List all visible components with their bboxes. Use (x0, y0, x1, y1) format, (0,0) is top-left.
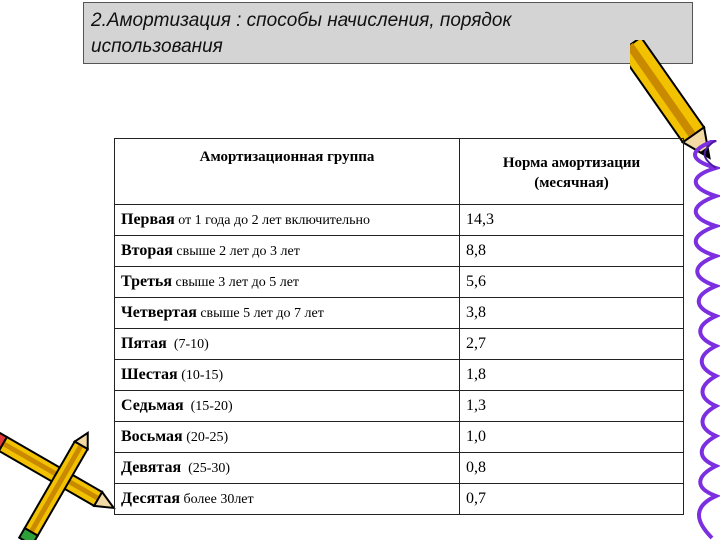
group-term: (15-20) (183, 399, 233, 414)
group-name: Третья (121, 273, 173, 290)
group-name: Девятая (121, 459, 182, 476)
group-name: Десятая (121, 490, 180, 507)
table-row (115, 453, 684, 484)
group-cell (115, 484, 460, 515)
group-term: свыше 5 лет до 7 лет (196, 306, 324, 321)
group-cell (115, 236, 460, 267)
group-term: (7-10) (166, 337, 209, 352)
table-row (115, 298, 684, 329)
group-term: более 30лет (179, 492, 254, 507)
group-name: Вторая (121, 242, 173, 259)
group-cell (115, 298, 460, 329)
rate-cell: 1,8 (460, 360, 684, 391)
table-header-row (115, 139, 684, 205)
table-row (115, 422, 684, 453)
group-term: (10-15) (177, 368, 224, 383)
rate-cell: 8,8 (460, 236, 684, 267)
rate-cell: 0,7 (460, 484, 684, 515)
group-cell (115, 329, 460, 360)
rate-cell: 14,3 (460, 205, 684, 236)
table-row (115, 391, 684, 422)
group-name: Седьмая (121, 397, 184, 414)
title-line-1: 2.Амортизация : способы начисления, порядок (91, 10, 512, 31)
depreciation-table (114, 138, 684, 515)
slide-title (83, 2, 693, 64)
table-row (115, 267, 684, 298)
table-row (115, 484, 684, 515)
table-body (115, 205, 684, 515)
table-row (115, 329, 684, 360)
group-term: от 1 года до 2 лет включительно (174, 213, 371, 228)
header-group: Амортизационная группа (115, 139, 460, 205)
group-name: Восьмая (121, 428, 183, 445)
group-cell (115, 391, 460, 422)
group-cell (115, 422, 460, 453)
group-cell (115, 267, 460, 298)
header-rate-line-2: (месячная) (534, 174, 609, 191)
rate-cell: 1,3 (460, 391, 684, 422)
rate-cell: 5,6 (460, 267, 684, 298)
rate-cell: 1,0 (460, 422, 684, 453)
table-row (115, 205, 684, 236)
group-term: свыше 2 лет до 3 лет (172, 244, 300, 259)
crossed-pencils-icon (0, 430, 120, 540)
rate-cell: 3,8 (460, 298, 684, 329)
group-cell (115, 360, 460, 391)
group-cell (115, 453, 460, 484)
table-row (115, 360, 684, 391)
group-term: (25-30) (181, 461, 231, 476)
table-row (115, 236, 684, 267)
group-name: Пятая (121, 335, 167, 352)
rate-cell: 0,8 (460, 453, 684, 484)
rate-cell: 2,7 (460, 329, 684, 360)
group-cell (115, 205, 460, 236)
header-rate (460, 139, 684, 205)
group-name: Шестая (121, 366, 178, 383)
group-name: Первая (121, 211, 175, 228)
group-name: Четвертая (121, 304, 197, 321)
group-term: (20-25) (182, 430, 229, 445)
title-line-2: использования (91, 36, 223, 57)
group-term: свыше 3 лет до 5 лет (172, 275, 300, 290)
header-rate-line-1: Норма амортизации (502, 154, 641, 171)
